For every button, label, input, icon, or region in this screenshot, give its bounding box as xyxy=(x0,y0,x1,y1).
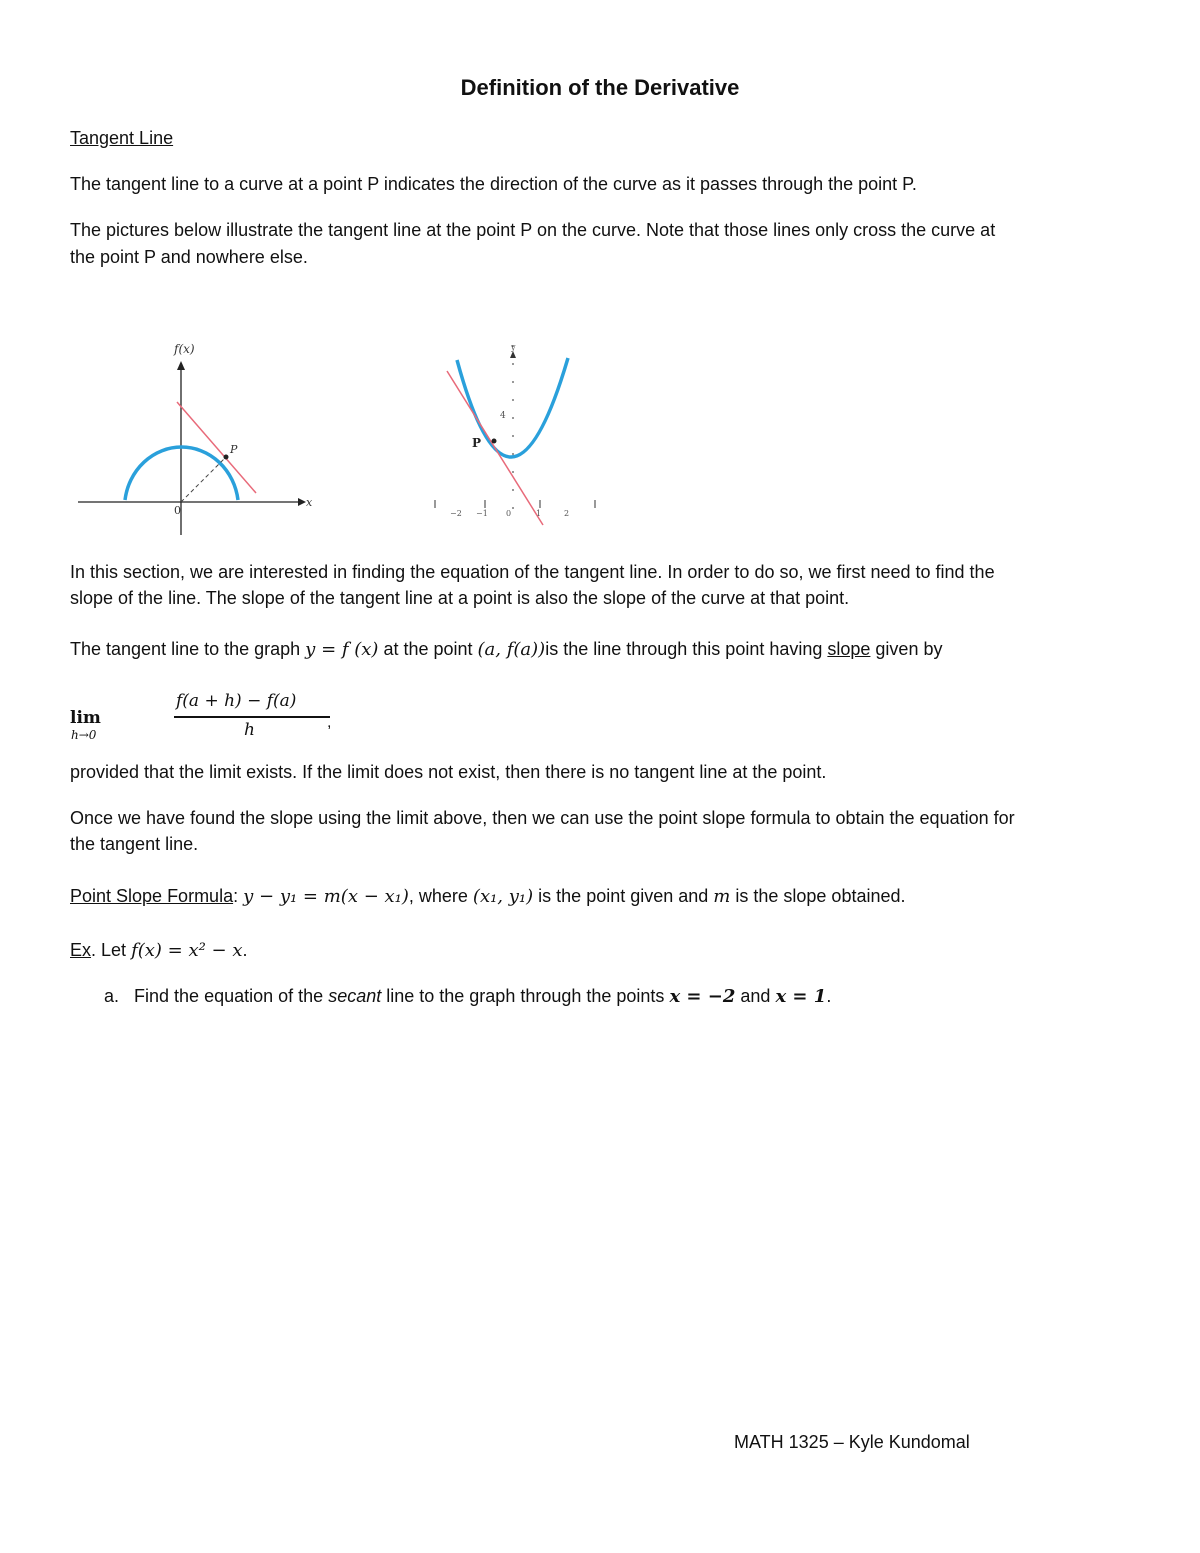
point-p-marker xyxy=(224,455,229,460)
example-label: Ex xyxy=(70,940,92,960)
psf-m: m xyxy=(713,886,731,907)
psf-text: is the point given and xyxy=(533,886,714,906)
def-equation: y = f (x) xyxy=(305,639,379,660)
psf-formula: y − y₁ = m(x − x₁) xyxy=(243,886,409,907)
section-paragraph-line-2: slope of the line. The slope of the tangent line at a point is also the slope of the curve at that point. xyxy=(70,588,850,608)
fig2-x-tick-label: 1 xyxy=(536,509,542,518)
psf-colon: : xyxy=(233,886,239,906)
point-p-marker xyxy=(492,439,497,444)
def-point: (a, f(a)) xyxy=(477,639,546,660)
lim-subscript: h→0 xyxy=(71,728,97,742)
part-a-x1: x = −2 xyxy=(669,986,736,1007)
definition-paragraph xyxy=(70,638,942,661)
part-a-x2: x = 1 xyxy=(775,986,827,1007)
page-title: Definition of the Derivative xyxy=(460,75,740,100)
def-text: is the line through this point having xyxy=(545,639,828,659)
limit-formula xyxy=(70,686,330,746)
fig1-y-label: f(x) xyxy=(174,342,195,356)
fig2-x-tick-label: −1 xyxy=(476,509,488,518)
fig2-y-tick-label: 4 xyxy=(500,411,506,421)
pictures-paragraph-line-1: The pictures below illustrate the tangent line at the point P on the curve. Note that those lines only cross the curve at xyxy=(70,220,996,240)
fig2-x-tick-label: 0 xyxy=(506,509,512,518)
part-a-text: Find the equation of the xyxy=(134,986,329,1006)
fig2-x-tick-label: −2 xyxy=(450,509,462,518)
fig1-point-label: P xyxy=(230,443,238,456)
psf-label: Point Slope Formula xyxy=(70,886,234,906)
once-paragraph-line-1: Once we have found the slope using the limit above, then we can use the point slope formula to obtain the equation for xyxy=(70,808,1015,828)
part-a-line xyxy=(104,985,831,1008)
fraction-numerator: f(a + h) − f(a) xyxy=(176,691,297,711)
fig2-x-tick-label: 2 xyxy=(564,509,570,518)
y-axis-arrow-icon xyxy=(177,361,185,370)
example-dot: . xyxy=(91,940,97,960)
once-paragraph-line-2: the tangent line. xyxy=(70,834,199,854)
fraction-denominator: h xyxy=(244,720,255,740)
psf-text: , where xyxy=(408,886,473,906)
intro-paragraph: The tangent line to a curve at a point P indicates the direction of the curve as it passes through the point P. xyxy=(70,174,917,194)
semicircle-tangent-figure xyxy=(70,335,330,540)
x-axis-arrow-icon xyxy=(298,498,306,506)
part-a-and: and xyxy=(735,986,776,1006)
provided-paragraph: provided that the limit exists. If the limit does not exist, then there is no tangent line at the point. xyxy=(70,762,827,782)
parabola-tangent-figure xyxy=(420,340,650,540)
slope-word: slope xyxy=(827,639,871,659)
fig1-origin-label: 0 xyxy=(174,504,181,517)
fig2-y-label: y xyxy=(511,343,516,352)
fig2-point-label: P xyxy=(472,436,482,450)
def-text: at the point xyxy=(378,639,478,659)
def-text: The tangent line to the graph xyxy=(70,639,306,659)
fraction-bar xyxy=(174,716,330,718)
example-function: f(x) = x² − x xyxy=(131,940,243,961)
part-a-marker: a. xyxy=(104,986,120,1006)
example-line xyxy=(70,939,248,962)
secant-word: secant xyxy=(328,986,382,1006)
psf-text: is the slope obtained. xyxy=(730,886,906,906)
fig1-x-label: x xyxy=(306,496,313,509)
example-text: Let xyxy=(96,940,132,960)
y-axis-arrow-icon xyxy=(510,351,516,358)
example-end: . xyxy=(242,940,248,960)
psf-point: (x₁, y₁) xyxy=(472,886,534,907)
fraction-comma: , xyxy=(327,714,332,731)
pictures-paragraph-line-2: the point P and nowhere else. xyxy=(70,247,308,267)
point-slope-formula-line xyxy=(70,885,906,908)
def-text: given by xyxy=(870,639,943,659)
lim-label: lim xyxy=(70,708,101,728)
section-paragraph-line-1: In this section, we are interested in finding the equation of the tangent line. In order to do so, we first need to find the xyxy=(70,562,995,582)
part-a-text: line to the graph through the points xyxy=(381,986,670,1006)
page-footer: MATH 1325 – Kyle Kundomal xyxy=(734,1432,970,1452)
tangent-line-heading: Tangent Line xyxy=(70,128,174,148)
part-a-end: . xyxy=(826,986,832,1006)
